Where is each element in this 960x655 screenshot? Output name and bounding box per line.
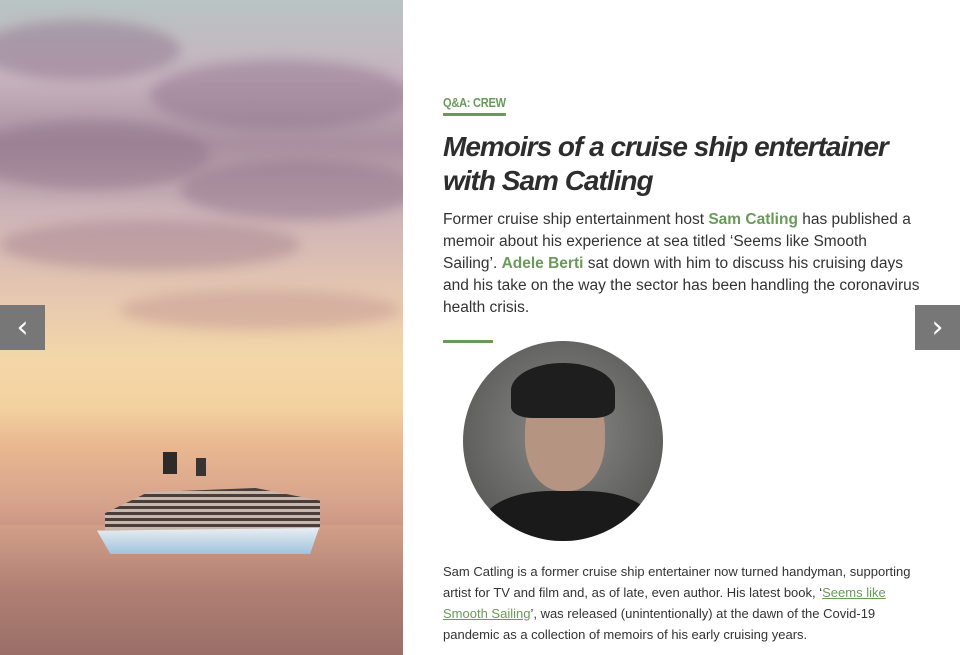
category-kicker[interactable]: Q&A: CREW <box>443 95 506 116</box>
author-name-adele: Adele Berti <box>501 255 584 272</box>
divider <box>443 340 493 343</box>
chevron-right-icon: › <box>931 310 944 345</box>
hero-image-cruise-ship-sunset <box>0 0 403 655</box>
previous-slide-button[interactable] <box>0 305 45 350</box>
ship-funnel <box>163 452 177 474</box>
ship-hull <box>97 528 319 554</box>
ship-funnel <box>196 458 206 476</box>
chevron-left-icon: ‹ <box>16 310 29 345</box>
lead-text: sat down with him to discuss his cruising days and his take on the way the sector has been handling the coronavirus health crisis. <box>443 255 920 316</box>
lead-text: Former cruise ship entertainment host <box>443 211 709 228</box>
bio-text: Sam Catling is a former cruise ship entertainer now turned handyman, supporting artist for TV and film and, as of late, even author. His latest book, ‘ <box>443 564 911 600</box>
cruise-ship <box>105 488 320 530</box>
article-title: Memoirs of a cruise ship entertainer with Sam Catling <box>443 131 888 196</box>
lead-text: has published a memoir about his experience at sea titled ‘Seems like Smooth Sailing’. <box>443 211 911 272</box>
article-header <box>443 94 923 343</box>
article-lead <box>443 209 923 319</box>
author-name-sam: Sam Catling <box>708 211 798 228</box>
portrait-sam-catling <box>463 341 663 541</box>
book-link[interactable]: Seems like Smooth Sailing <box>443 585 886 621</box>
bio-paragraph <box>443 561 923 645</box>
bio-text: ’, was released (unintentionally) at the dawn of the Covid-19 pandemic as a collection of memoirs of his early cruising years. <box>443 606 876 642</box>
